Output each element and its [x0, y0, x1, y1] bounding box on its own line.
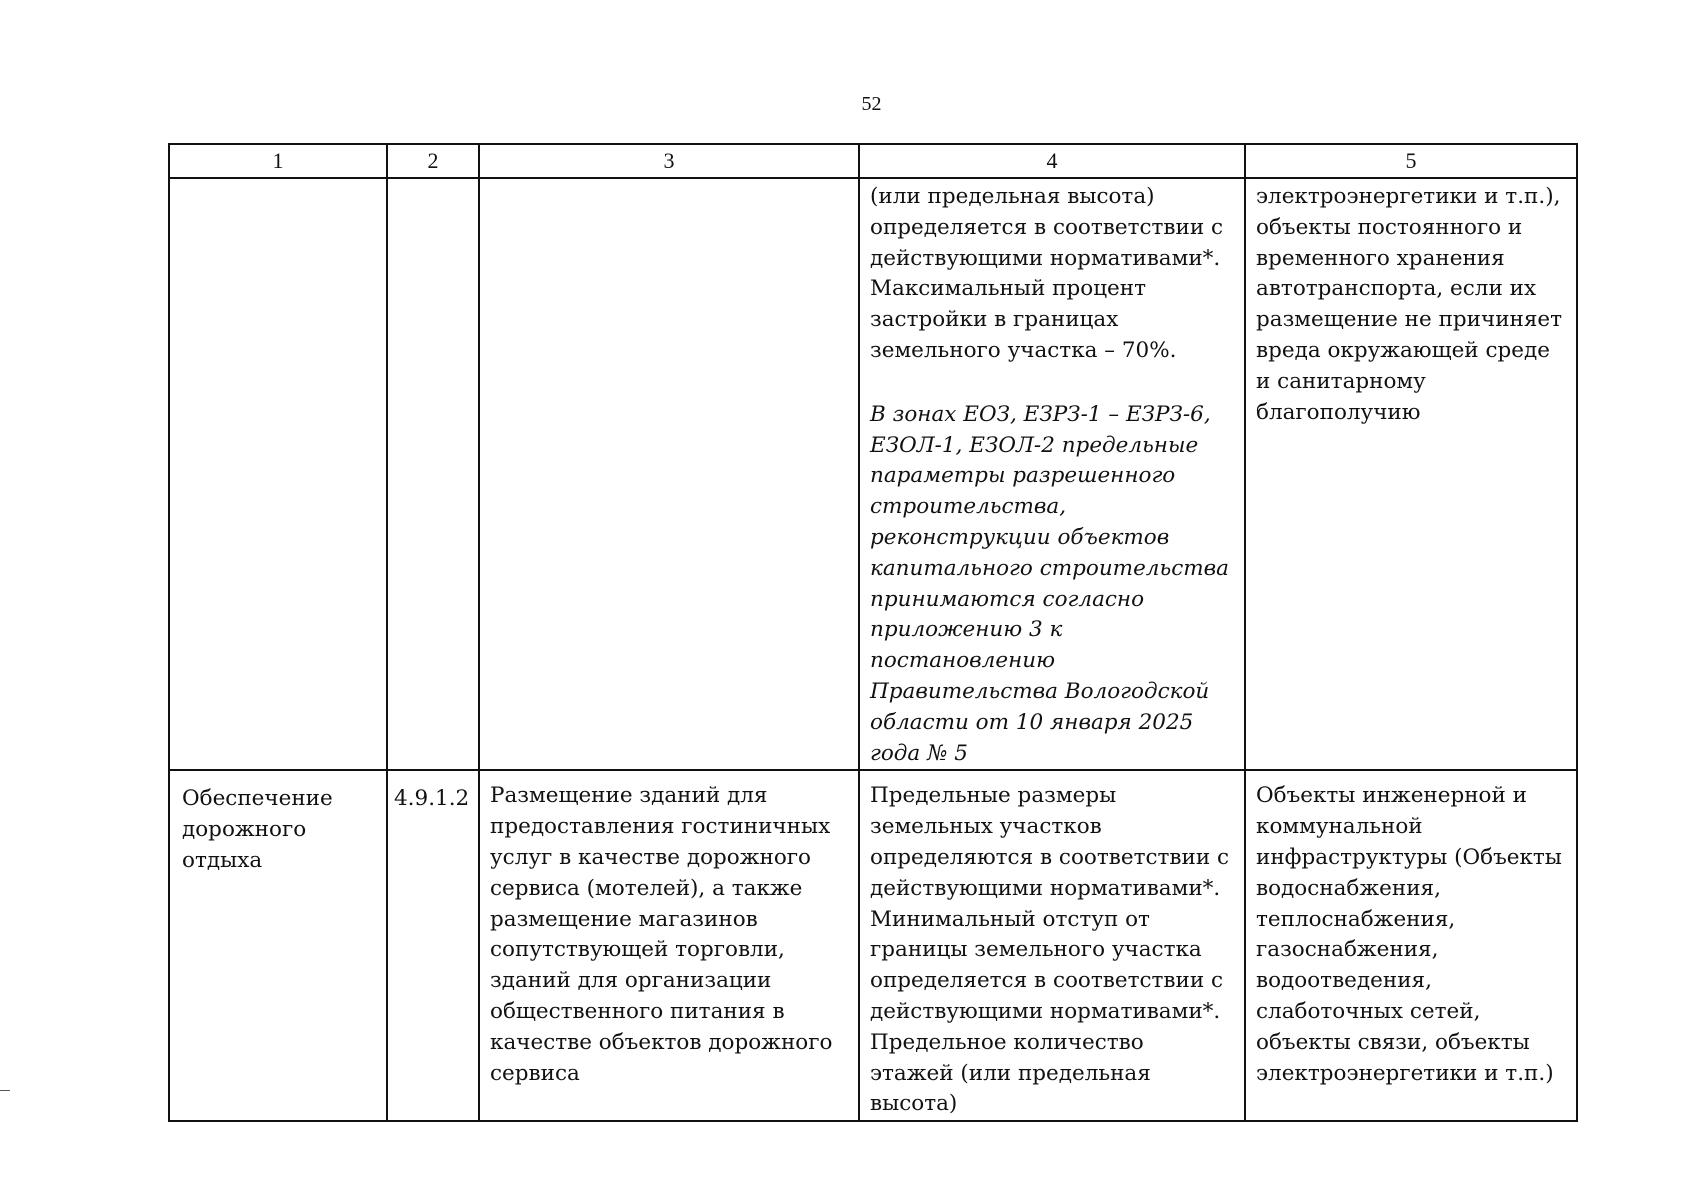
code-cell	[387, 178, 479, 770]
name-cell: Обеспечение дорожного отдыха	[169, 770, 387, 1121]
page-number: 52	[861, 93, 882, 115]
code-cell: 4.9.1.2	[387, 770, 479, 1121]
regulations-table	[168, 143, 1578, 1122]
parameters-cell	[859, 178, 1245, 770]
column-header-2: 2	[387, 144, 479, 178]
zone-note-text: В зонах ЕОЗ, ЕЗРЗ-1 – ЕЗРЗ-6, ЕЗОЛ-1, ЕЗОЛ-2 предельные параметры разрешенного строительства, реконструкции объектов капитального строительства принимаются согласно приложению 3 к постановлению Правительства Вологодской области от 10 января 2025 года № 5	[870, 401, 1229, 766]
column-header-3: 3	[479, 144, 859, 178]
header-row	[169, 144, 1577, 178]
column-header-1: 1	[169, 144, 387, 178]
column-header-4: 4	[859, 144, 1245, 178]
parameters-cell: Предельные размеры земельных участков определяются в соответствии с действующими нормативами*. Минимальный отступ от границы земельного участка определяется в соответствии с действующими нормативами*. Предельное количество этажей (или предельная высота)	[859, 770, 1245, 1121]
auxiliary-uses-cell: электроэнергетики и т.п.), объекты постоянного и временного хранения автотранспорта, если их размещение не причиняет вреда окружающей среде и санитарному благополучию	[1245, 178, 1577, 770]
table-row-continuation	[169, 178, 1577, 770]
column-header-5: 5	[1245, 144, 1577, 178]
description-cell: Размещение зданий для предоставления гостиничных услуг в качестве дорожного сервиса (мотелей), а также размещение магазинов сопутствующей торговли, зданий для организации общественного питания в качестве объектов дорожного сервиса	[479, 770, 859, 1121]
table-row-road-rest	[169, 770, 1577, 1121]
parameters-text: (или предельная высота) определяется в соответствии с действующими нормативами*. Максимальный процент застройки в границах земельного участка – 70%.	[870, 184, 1224, 363]
description-cell	[479, 178, 859, 770]
margin-mark	[0, 1090, 10, 1091]
auxiliary-uses-cell: Объекты инженерной и коммунальной инфраструктуры (Объекты водоснабжения, теплоснабжения, газоснабжения, водоотведения, слаботочных сетей, объекты связи, объекты электроэнергетики и т.п.)	[1245, 770, 1577, 1121]
name-cell	[169, 178, 387, 770]
